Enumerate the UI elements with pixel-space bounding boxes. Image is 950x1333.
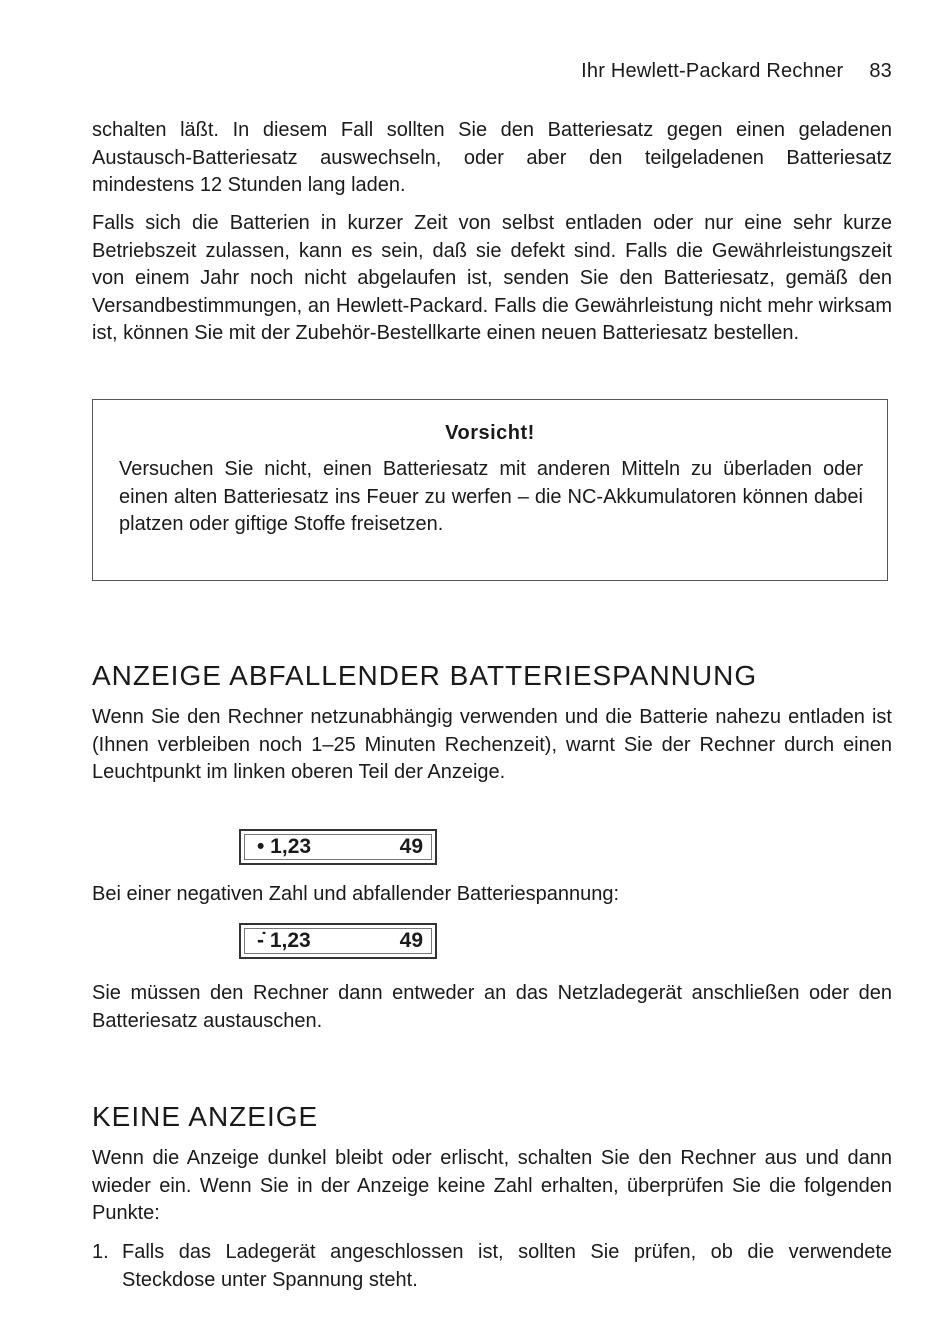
running-title: Ihr Hewlett-Packard Rechner [581,60,844,82]
caution-title: Vorsicht! [445,422,535,444]
list-item-text: Falls das Ladegerät angeschlossen ist, sollten Sie prüfen, ob die verwendete Steckdose unter Spannung steht. [122,1241,892,1291]
paragraph-no-display-intro: Wenn die Anzeige dunkel bleibt oder erlischt, schalten Sie den Rechner aus und dann wieder ein. Wenn Sie in der Anzeige keine Zahl erhalten, überprüfen Sie die folgenden Punkte: [92,1147,892,1224]
calculator-display-example [239,829,437,865]
paragraph-negative-number: Bei einer negativen Zahl und abfallender Batteriespannung: [92,883,620,905]
display-exponent: 49 [399,929,423,952]
caution-box [92,399,888,581]
paragraph-charging: schalten läßt. In diesem Fall sollten Sie den Batteriesatz gegen einen geladenen Austausch-Batteriesatz auswechseln, oder aber den teilgeladenen Batteriesatz mindestens 12 Stunden lang laden. [92,119,892,196]
display-value: • 1,23 [257,835,312,858]
section-heading-no-display: KEINE ANZEIGE [92,1101,319,1132]
display-exponent: 49 [399,835,423,858]
caution-text: Versuchen Sie nicht, einen Batteriesatz mit anderen Mitteln zu überladen oder einen alten Batteriesatz ins Feuer zu werfen – die NC-Akkumulatoren können dabei platzen oder giftige Stoffe freisetzen. [119,458,863,535]
running-header [92,60,892,83]
calculator-display-negative-example [239,923,437,959]
paragraph-low-battery-intro: Wenn Sie den Rechner netzunabhängig verwenden und die Batterie nahezu entladen ist (Ihnen verbleiben noch 1–25 Minuten Rechenzeit), warnt Sie der Rechner durch einen Leuchtpunkt im linken oberen Teil der Anzeige. [92,706,892,783]
paragraph-low-battery-action: Sie müssen den Rechner dann entweder an das Netzladegerät anschließen oder den Batteriesatz austauschen. [92,982,892,1032]
paragraph-defective-batteries: Falls sich die Batterien in kurzer Zeit von selbst entladen oder nur eine sehr kurze Betriebszeit zulassen, kann es sein, daß sie defekt sind. Falls die Gewährleistungszeit von einem Jahr noch nicht abgelaufen ist, senden Sie den Batteriesatz, gemäß den Versandbestimmungen, an Hewlett-Packard. Falls die Gewährleistung nicht mehr wirksam ist, können Sie mit der Zubehör-Bestellkarte einen neuen Batteriesatz bestellen. [92,212,892,344]
display-value: -̇ 1,23 [257,929,311,952]
list-item [92,1239,892,1294]
list-item-marker: 1. [92,1241,109,1263]
section-heading-low-battery: ANZEIGE ABFALLENDER BATTERIESPANNUNG [92,660,758,691]
page-number: 83 [869,60,892,82]
